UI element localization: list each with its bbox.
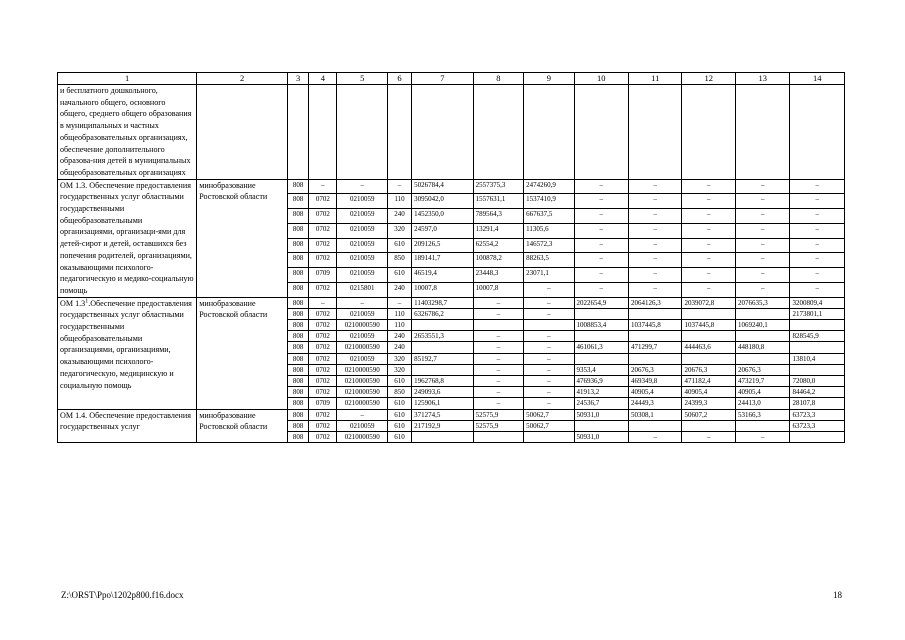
cell: – bbox=[629, 209, 682, 224]
cell: 0709 bbox=[309, 398, 337, 409]
cell: 0702 bbox=[309, 432, 337, 443]
table-row bbox=[58, 297, 845, 308]
cell: – bbox=[682, 194, 735, 209]
cell bbox=[682, 420, 735, 431]
cell: – bbox=[574, 223, 628, 238]
cell: 50062,7 bbox=[524, 409, 574, 420]
cell bbox=[629, 420, 682, 431]
cell: – bbox=[682, 179, 735, 194]
cell: 0210059 bbox=[337, 253, 387, 268]
cell: 0702 bbox=[309, 376, 337, 387]
cell: 41913,2 bbox=[574, 387, 628, 398]
cell: 0210059 bbox=[337, 353, 387, 364]
cell: 0210059 bbox=[337, 420, 387, 431]
cell: – bbox=[574, 209, 628, 224]
program-description: и бесплатного дошкольного, начального общего, основного общего, среднего общего образования в муниципальных и частных общеобразовательных организациях, обеспечение дополнительного образова-ния детей в муниципальных общеобразовательных организациях bbox=[58, 85, 197, 180]
cell: 808 bbox=[288, 353, 309, 364]
cell: 610 bbox=[387, 238, 411, 253]
cell: 50062,7 bbox=[524, 420, 574, 431]
cell: – bbox=[735, 238, 789, 253]
cell: – bbox=[473, 376, 523, 387]
cell bbox=[629, 331, 682, 342]
cell: 0709 bbox=[309, 268, 337, 283]
cell: 610 bbox=[387, 268, 411, 283]
cell: – bbox=[790, 179, 845, 194]
cell: 808 bbox=[288, 331, 309, 342]
table-row bbox=[58, 409, 845, 420]
cell: – bbox=[309, 297, 337, 308]
cell: – bbox=[387, 179, 411, 194]
cell bbox=[629, 85, 682, 180]
cell: 100878,2 bbox=[473, 253, 523, 268]
cell: – bbox=[735, 282, 789, 297]
cell: 2653551,3 bbox=[412, 331, 474, 342]
cell bbox=[574, 353, 628, 364]
cell: 5026784,4 bbox=[412, 179, 474, 194]
cell bbox=[473, 432, 523, 443]
cell: 0702 bbox=[309, 194, 337, 209]
cell: 46519,4 bbox=[412, 268, 474, 283]
cell bbox=[412, 364, 474, 375]
cell bbox=[682, 353, 735, 364]
cell: 2076635,3 bbox=[735, 297, 789, 308]
cell bbox=[524, 85, 574, 180]
cell: 24597,0 bbox=[412, 223, 474, 238]
cell: 808 bbox=[288, 432, 309, 443]
cell bbox=[735, 420, 789, 431]
cell: 0210059 bbox=[337, 238, 387, 253]
cell: 808 bbox=[288, 297, 309, 308]
cell: 9353,4 bbox=[574, 364, 628, 375]
cell bbox=[412, 342, 474, 353]
cell: 249093,6 bbox=[412, 387, 474, 398]
cell: 1037445,8 bbox=[682, 320, 735, 331]
cell: 1537410,9 bbox=[524, 194, 574, 209]
program-description bbox=[58, 297, 197, 409]
cell bbox=[387, 85, 411, 180]
cell: 189141,7 bbox=[412, 253, 474, 268]
cell: 1962768,8 bbox=[412, 376, 474, 387]
cell: 2064126,3 bbox=[629, 297, 682, 308]
cell bbox=[524, 320, 574, 331]
cell: 110 bbox=[387, 194, 411, 209]
column-header: 5 bbox=[337, 73, 387, 85]
cell: 240 bbox=[387, 282, 411, 297]
cell: 0210000590 bbox=[337, 387, 387, 398]
cell: – bbox=[473, 308, 523, 319]
cell: 1008853,4 bbox=[574, 320, 628, 331]
cell: – bbox=[524, 387, 574, 398]
cell: – bbox=[629, 282, 682, 297]
cell: 808 bbox=[288, 209, 309, 224]
cell: 0702 bbox=[309, 320, 337, 331]
cell: 808 bbox=[288, 223, 309, 238]
cell: 13291,4 bbox=[473, 223, 523, 238]
cell: 610 bbox=[387, 409, 411, 420]
file-path: Z:\ORST\Ppo\1202p800.f16.docx bbox=[61, 590, 184, 600]
cell: 40905,4 bbox=[735, 387, 789, 398]
cell: 471299,7 bbox=[629, 342, 682, 353]
cell: 62554,2 bbox=[473, 238, 523, 253]
cell: 828545,9 bbox=[790, 331, 845, 342]
cell: 146572,3 bbox=[524, 238, 574, 253]
cell: 0702 bbox=[309, 364, 337, 375]
cell: – bbox=[337, 409, 387, 420]
responsible-executor bbox=[197, 85, 288, 180]
cell: 20676,3 bbox=[629, 364, 682, 375]
cell: 125906,1 bbox=[412, 398, 474, 409]
table-row bbox=[58, 85, 845, 180]
cell: 11305,6 bbox=[524, 223, 574, 238]
cell: 0702 bbox=[309, 387, 337, 398]
cell: 50931,0 bbox=[574, 409, 628, 420]
cell: 2557375,3 bbox=[473, 179, 523, 194]
cell: 0702 bbox=[309, 409, 337, 420]
cell: 1069240,1 bbox=[735, 320, 789, 331]
cell: 0702 bbox=[309, 223, 337, 238]
cell: 808 bbox=[288, 179, 309, 194]
cell: 473219,7 bbox=[735, 376, 789, 387]
cell: – bbox=[735, 179, 789, 194]
cell: 53166,3 bbox=[735, 409, 789, 420]
cell: – bbox=[682, 238, 735, 253]
cell bbox=[337, 85, 387, 180]
cell bbox=[473, 320, 523, 331]
cell: 0702 bbox=[309, 238, 337, 253]
cell: 808 bbox=[288, 253, 309, 268]
cell: – bbox=[682, 432, 735, 443]
cell bbox=[412, 432, 474, 443]
cell: – bbox=[473, 353, 523, 364]
cell: – bbox=[790, 238, 845, 253]
cell: 808 bbox=[288, 238, 309, 253]
cell bbox=[629, 353, 682, 364]
cell: 40905,4 bbox=[629, 387, 682, 398]
cell: 3095042,0 bbox=[412, 194, 474, 209]
column-header: 7 bbox=[412, 73, 474, 85]
cell: – bbox=[574, 238, 628, 253]
cell: 320 bbox=[387, 353, 411, 364]
cell: 2474260,9 bbox=[524, 179, 574, 194]
column-header: 10 bbox=[574, 73, 628, 85]
cell: – bbox=[524, 398, 574, 409]
cell: – bbox=[524, 353, 574, 364]
cell: 320 bbox=[387, 223, 411, 238]
cell: – bbox=[735, 253, 789, 268]
column-header: 13 bbox=[735, 73, 789, 85]
responsible-executor: минобразование Ростовской области bbox=[197, 409, 288, 443]
cell: 0702 bbox=[309, 282, 337, 297]
cell: – bbox=[473, 387, 523, 398]
cell: 24399,3 bbox=[682, 398, 735, 409]
header-row bbox=[58, 73, 845, 85]
cell: 850 bbox=[387, 387, 411, 398]
cell bbox=[790, 320, 845, 331]
description-superscript: 1 bbox=[85, 297, 89, 304]
cell: 461061,3 bbox=[574, 342, 628, 353]
cell bbox=[574, 85, 628, 180]
cell: 850 bbox=[387, 253, 411, 268]
cell: – bbox=[682, 282, 735, 297]
budget-table bbox=[57, 72, 845, 443]
description-text: .Обеспечение предоставления государственных услуг областными государственными общеобразовательными организациями, организациями, оказывающими психолого-педагогическую, медицинскую и социальную помощь bbox=[60, 298, 192, 390]
program-description: ОМ 1.4. Обеспечение предоставления государственных услуг bbox=[58, 409, 197, 443]
cell: 808 bbox=[288, 194, 309, 209]
cell: 0702 bbox=[309, 353, 337, 364]
cell: 50931,0 bbox=[574, 432, 628, 443]
cell: – bbox=[790, 253, 845, 268]
cell: 6326786,2 bbox=[412, 308, 474, 319]
cell: 3200809,4 bbox=[790, 297, 845, 308]
cell: 85192,7 bbox=[412, 353, 474, 364]
column-header: 2 bbox=[197, 73, 288, 85]
cell: 0210000590 bbox=[337, 398, 387, 409]
cell: – bbox=[629, 238, 682, 253]
cell: – bbox=[790, 268, 845, 283]
cell: – bbox=[735, 209, 789, 224]
cell: 28107,8 bbox=[790, 398, 845, 409]
cell: 0702 bbox=[309, 308, 337, 319]
cell: 0210059 bbox=[337, 331, 387, 342]
cell: 808 bbox=[288, 308, 309, 319]
cell: 11403298,7 bbox=[412, 297, 474, 308]
column-header: 1 bbox=[58, 73, 197, 85]
cell: – bbox=[524, 331, 574, 342]
description-prefix: ОМ 1.3 bbox=[60, 298, 86, 308]
cell: 88263,5 bbox=[524, 253, 574, 268]
cell: 808 bbox=[288, 409, 309, 420]
responsible-executor: минобразование Ростовской области bbox=[197, 297, 288, 409]
cell: 40905,4 bbox=[682, 387, 735, 398]
cell: – bbox=[735, 432, 789, 443]
cell: 209126,5 bbox=[412, 238, 474, 253]
cell: – bbox=[473, 342, 523, 353]
cell bbox=[682, 331, 735, 342]
cell: 23071,1 bbox=[524, 268, 574, 283]
cell bbox=[790, 364, 845, 375]
cell: 0210059 bbox=[337, 209, 387, 224]
cell: – bbox=[309, 179, 337, 194]
cell: 110 bbox=[387, 320, 411, 331]
cell: – bbox=[473, 331, 523, 342]
cell: 63723,3 bbox=[790, 420, 845, 431]
cell: 808 bbox=[288, 387, 309, 398]
cell: 808 bbox=[288, 268, 309, 283]
cell: 610 bbox=[387, 420, 411, 431]
cell: – bbox=[574, 194, 628, 209]
cell bbox=[309, 85, 337, 180]
cell: 0702 bbox=[309, 253, 337, 268]
cell: – bbox=[629, 432, 682, 443]
column-header: 14 bbox=[790, 73, 845, 85]
cell: 240 bbox=[387, 342, 411, 353]
cell: 789564,3 bbox=[473, 209, 523, 224]
cell: 0210059 bbox=[337, 223, 387, 238]
column-header: 9 bbox=[524, 73, 574, 85]
cell: – bbox=[574, 253, 628, 268]
cell: – bbox=[524, 364, 574, 375]
cell: 0210059 bbox=[337, 268, 387, 283]
cell bbox=[682, 85, 735, 180]
cell: 2022654,9 bbox=[574, 297, 628, 308]
cell bbox=[412, 320, 474, 331]
cell: 110 bbox=[387, 308, 411, 319]
cell: – bbox=[524, 342, 574, 353]
cell: 24536,7 bbox=[574, 398, 628, 409]
cell: 50308,1 bbox=[629, 409, 682, 420]
cell: 0210000590 bbox=[337, 364, 387, 375]
cell: 0210059 bbox=[337, 194, 387, 209]
cell: – bbox=[524, 376, 574, 387]
cell bbox=[574, 308, 628, 319]
cell: – bbox=[574, 282, 628, 297]
cell: – bbox=[735, 268, 789, 283]
program-description: ОМ 1.3. Обеспечение предоставления государственных услуг областными государственными общеобразовательными организациями, организаци-ями для детей-сирот и детей, оставшихся без попечения родителей, организациями, оказывающими психолого-педагогическую и медико-социальную помощь bbox=[58, 179, 197, 297]
cell: – bbox=[790, 194, 845, 209]
cell: – bbox=[790, 223, 845, 238]
cell bbox=[790, 432, 845, 443]
cell: 0702 bbox=[309, 331, 337, 342]
cell: 0702 bbox=[309, 420, 337, 431]
cell bbox=[574, 420, 628, 431]
cell: – bbox=[790, 282, 845, 297]
cell: 0702 bbox=[309, 209, 337, 224]
cell: – bbox=[387, 297, 411, 308]
cell: 0210000590 bbox=[337, 432, 387, 443]
cell: 23448,3 bbox=[473, 268, 523, 283]
cell: – bbox=[629, 194, 682, 209]
cell: 610 bbox=[387, 432, 411, 443]
cell: 72080,0 bbox=[790, 376, 845, 387]
cell: 10007,8 bbox=[412, 282, 474, 297]
cell: 20676,3 bbox=[735, 364, 789, 375]
cell: 84464,2 bbox=[790, 387, 845, 398]
cell: 320 bbox=[387, 364, 411, 375]
cell bbox=[682, 308, 735, 319]
cell: – bbox=[629, 253, 682, 268]
cell: 10007,8 bbox=[473, 282, 523, 297]
cell bbox=[473, 85, 523, 180]
cell: 2039072,8 bbox=[682, 297, 735, 308]
cell: – bbox=[629, 223, 682, 238]
cell: 1557631,1 bbox=[473, 194, 523, 209]
cell bbox=[735, 353, 789, 364]
cell: 610 bbox=[387, 398, 411, 409]
cell bbox=[735, 308, 789, 319]
cell: 0210000590 bbox=[337, 320, 387, 331]
cell: 808 bbox=[288, 320, 309, 331]
cell: 471182,4 bbox=[682, 376, 735, 387]
cell: 808 bbox=[288, 376, 309, 387]
cell bbox=[735, 331, 789, 342]
cell bbox=[574, 331, 628, 342]
cell: – bbox=[574, 268, 628, 283]
cell: 476936,9 bbox=[574, 376, 628, 387]
cell: 610 bbox=[387, 376, 411, 387]
cell: 63723,3 bbox=[790, 409, 845, 420]
cell: 20676,3 bbox=[682, 364, 735, 375]
cell: 240 bbox=[387, 331, 411, 342]
cell: 667637,5 bbox=[524, 209, 574, 224]
cell: – bbox=[473, 398, 523, 409]
cell: 808 bbox=[288, 364, 309, 375]
cell: 50607,2 bbox=[682, 409, 735, 420]
cell: 808 bbox=[288, 342, 309, 353]
cell: 13810,4 bbox=[790, 353, 845, 364]
cell: – bbox=[524, 308, 574, 319]
cell: – bbox=[337, 179, 387, 194]
cell: 1037445,8 bbox=[629, 320, 682, 331]
cell: 448180,8 bbox=[735, 342, 789, 353]
table-row bbox=[58, 179, 845, 194]
responsible-executor: минобразование Ростовской области bbox=[197, 179, 288, 297]
cell bbox=[790, 85, 845, 180]
cell: – bbox=[790, 209, 845, 224]
cell: 469349,8 bbox=[629, 376, 682, 387]
cell bbox=[629, 308, 682, 319]
cell bbox=[524, 432, 574, 443]
column-header: 3 bbox=[288, 73, 309, 85]
cell: – bbox=[629, 268, 682, 283]
cell: 1452350,0 bbox=[412, 209, 474, 224]
cell: 0210000590 bbox=[337, 342, 387, 353]
cell: – bbox=[735, 223, 789, 238]
cell: 0215801 bbox=[337, 282, 387, 297]
cell bbox=[412, 85, 474, 180]
cell: – bbox=[473, 297, 523, 308]
cell: – bbox=[524, 282, 574, 297]
cell: – bbox=[735, 194, 789, 209]
cell: – bbox=[629, 179, 682, 194]
cell: 24413,0 bbox=[735, 398, 789, 409]
cell: 24449,3 bbox=[629, 398, 682, 409]
cell: 444463,6 bbox=[682, 342, 735, 353]
cell: – bbox=[574, 179, 628, 194]
cell: 52575,9 bbox=[473, 420, 523, 431]
cell: – bbox=[524, 297, 574, 308]
column-header: 8 bbox=[473, 73, 523, 85]
cell: – bbox=[682, 223, 735, 238]
column-header: 6 bbox=[387, 73, 411, 85]
cell: – bbox=[682, 268, 735, 283]
cell: 52575,9 bbox=[473, 409, 523, 420]
cell: 0210059 bbox=[337, 308, 387, 319]
cell: 217192,9 bbox=[412, 420, 474, 431]
page-number: 18 bbox=[833, 590, 842, 600]
cell: 371274,5 bbox=[412, 409, 474, 420]
cell bbox=[790, 342, 845, 353]
cell: 2173801,1 bbox=[790, 308, 845, 319]
cell: – bbox=[473, 364, 523, 375]
cell: 808 bbox=[288, 398, 309, 409]
cell: 808 bbox=[288, 282, 309, 297]
cell: – bbox=[682, 253, 735, 268]
cell: 240 bbox=[387, 209, 411, 224]
cell: – bbox=[682, 209, 735, 224]
column-header: 4 bbox=[309, 73, 337, 85]
cell bbox=[735, 85, 789, 180]
column-header: 11 bbox=[629, 73, 682, 85]
cell bbox=[288, 85, 309, 180]
cell: 0702 bbox=[309, 342, 337, 353]
column-header: 12 bbox=[682, 73, 735, 85]
cell: 0210000590 bbox=[337, 376, 387, 387]
cell: – bbox=[337, 297, 387, 308]
cell: 808 bbox=[288, 420, 309, 431]
